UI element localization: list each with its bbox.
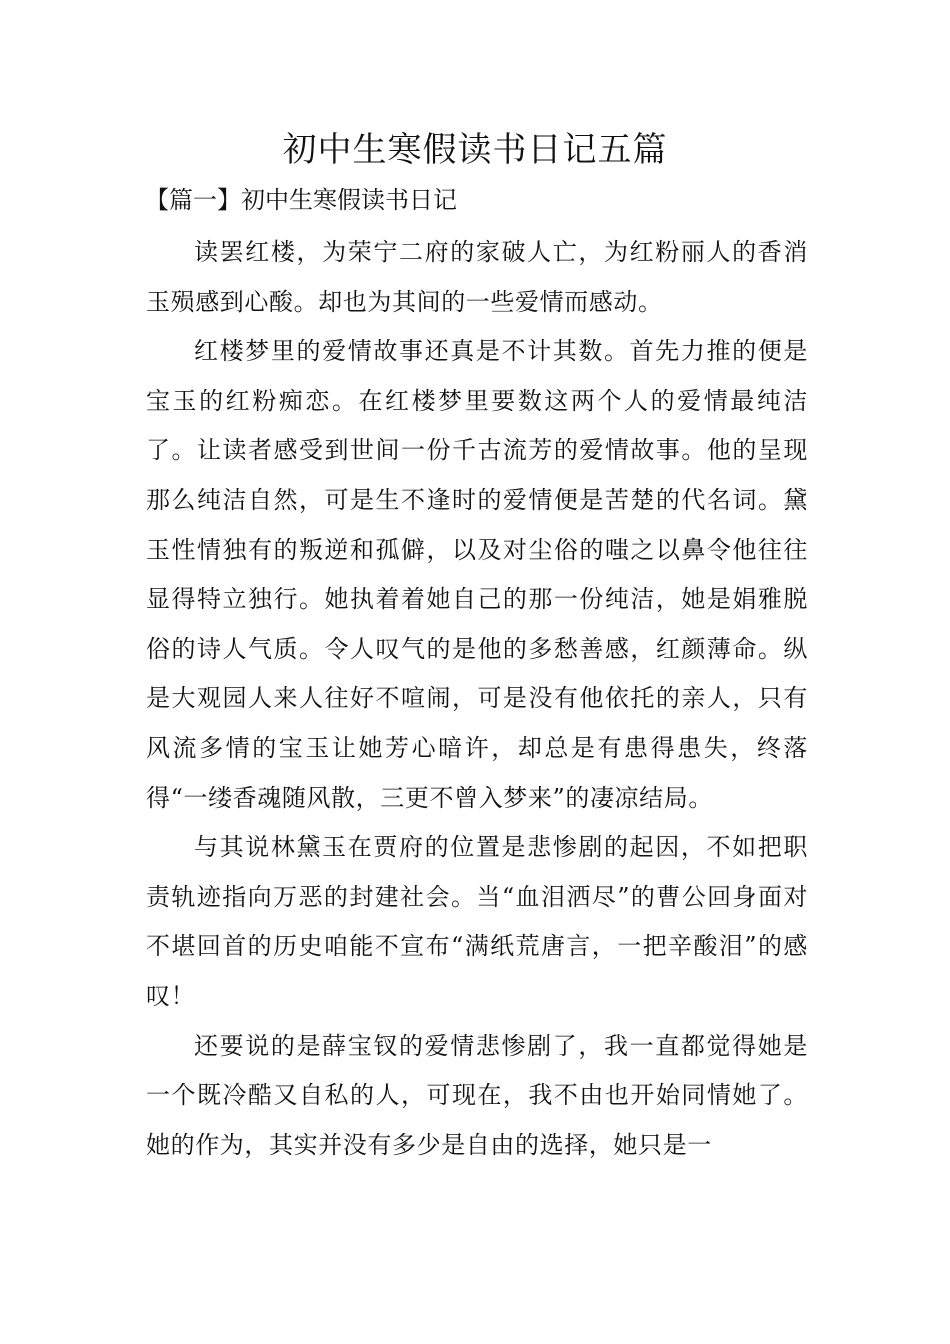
paragraph: 与其说林黛玉在贾府的位置是悲惨剧的起因，不如把职责轨迹指向万恶的封建社会。当“血泪洒尽”的曹公回身面对不堪回首的历史咱能不宣布“满纸荒唐言，一把辛酸泪”的感叹！ <box>146 833 808 1010</box>
body-text <box>146 228 808 1170</box>
section-heading: 【篇一】初中生寒假读书日记 <box>145 186 457 214</box>
paragraph: 还要说的是薛宝钗的爱情悲惨剧了，我一直都觉得她是一个既冷酷又自私的人，可现在，我不由也开始同情她了。她的作为，其实并没有多少是自由的选择，她只是一 <box>146 1031 808 1159</box>
document-title: 初中生寒假读书日记五篇 <box>282 130 668 170</box>
paragraph: 读罢红楼，为荣宁二府的家破人亡，为红粉丽人的香消玉殒感到心酸。却也为其间的一些爱情而感动。 <box>146 238 808 316</box>
paragraph: 红楼梦里的爱情故事还真是不计其数。首先力推的便是宝玉的红粉痴恋。在红楼梦里要数这两个人的爱情最纯洁了。让读者感受到世间一份千古流芳的爱情故事。他的呈现那么纯洁自然，可是生不逢时的爱情便是苦楚的代名词。黛玉性情独有的叛逆和孤僻，以及对尘俗的嗤之以鼻令他往往显得特立独行。她执着着她自己的那一份纯洁，她是娟雅脱俗的诗人气质。令人叹气的是他的多愁善感，红颜薄命。纵是大观园人来人往好不喧闹，可是没有他依托的亲人，只有风流多情的宝玉让她芳心暗许，却总是有患得患失，终落得“一缕香魂随风散，三更不曾入梦来”的凄凉结局。 <box>146 337 808 812</box>
